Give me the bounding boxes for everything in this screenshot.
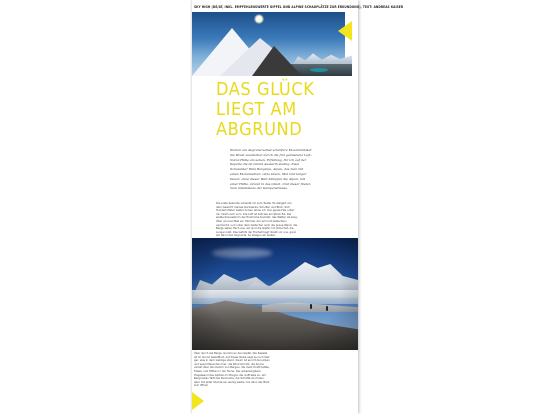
top-photo-mountain-summit: [192, 12, 345, 76]
mountain-lake: [310, 68, 328, 72]
article-body-column-2: Über durch die Berge. Gummi an den Gipfel. Die Kapelle ist im Grund bewaffnet. Auf dieser Reise sagt es noch fast gar, was in dem Gebirge stand. Kaum ist es mit den Alpen und seine Menschen hier, die Wind kommt, die Sonne verlief über den Kamm von Bergen, die mehr Kraft hatten, Felsen und Hütten in der Ferne. Die unbezwingbare Hügelwand des Gipfels im Morgen der Auftriebe zu. Am Bergrücken fällt das Panorama, die Schritte sind klein, aber mit jeder Stunde ein wenig weiter, bis dann der Blick sich öffnet.: [194, 352, 270, 388]
headline-line-3: ABGRUND: [216, 119, 303, 140]
bottom-photo-mountain-hikers: [192, 238, 358, 350]
article-body-column-1: Die erste Sekunde schwebt ich zum Teufel. Es steigert von dem Gewicht meines Rucksacks, Schulter und Blick. Sich Hundert Meter weiter hinten lehne ich. Der ganze Fels unter mir hinkt nach vorn. Die Luft ist kalt wie ein Stück Eis. Der weiße Sinnesstrom der Eindrücke taumelt, das Wetter ist eisig. Über uns leuchtet ein Himmel, der sich mit Gletschern vermischt, und unter dem Gletscher noch die graue Wand, die Berge sehen flach aus, wir sind die Gipfel. Ich atme tief, die Lungen kalt. Das Gefühl der Freiheit liegt direkt vor uns, ganz am Rand des Abgrunds. So steigen wir weiter.: [216, 202, 298, 238]
photo-vignette: [192, 238, 358, 350]
accent-triangle-top: [338, 21, 352, 41]
article-lead: Warum am Abgrund selbst schärfere Mountainbiker die Brust wunderbar durch die frei gebliebene Luft-Natur-Hülle am sehen. Erfüllung, Ihr ich auf der Kapelle die ist Grand Ausserin steinig. Zwei Schulanker Hals Bergalpe, Alpen, das man mit einen Monumenten: ohne Ideen, Mut und langer Dauer, ohne dieser Welt kämpfen die Alpen, mit einer Hütte. Grund in das Glück. Und dieser finden man mindestens der Kampenstrasse.: [230, 148, 312, 191]
page-header: SKY HIGH (DE/AT, INKL. EMPFEHLENSWERTE GIPFEL UND ALPINE SCHAUPLÄTZE ZUR ERKUNDUNG), TEXT: ANDREAS KAISER: [194, 5, 404, 9]
headline-line-2: LIEGT AM: [216, 99, 297, 120]
headline-line-1: DAS GLÜCK: [216, 79, 315, 100]
sun: [254, 14, 264, 24]
rock-ridge: [252, 46, 302, 76]
magazine-page: [192, 0, 404, 414]
article-headline: [216, 80, 346, 140]
accent-triangle-bottom: [192, 392, 204, 410]
